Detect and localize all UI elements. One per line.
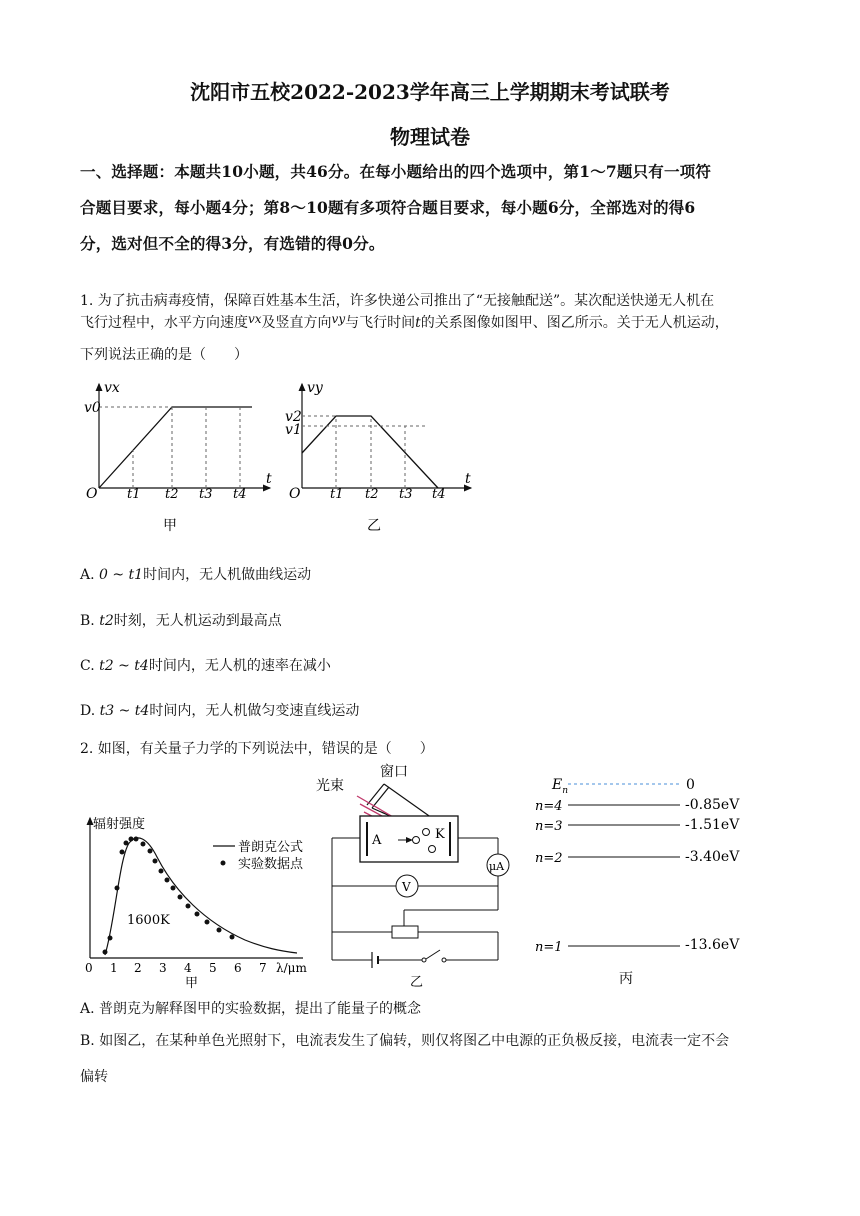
- jia-ylabel: 辐射强度: [93, 817, 146, 832]
- svg-text:n=3: n=3: [535, 819, 563, 834]
- q2-figure-bing: [535, 772, 750, 992]
- yi-tick-t4: t4: [432, 487, 446, 502]
- jia-tick-t4: t4: [233, 487, 247, 502]
- q1-option-b[interactable]: B. t2时刻，无人机运动到最高点: [80, 613, 282, 629]
- svg-text:7: 7: [259, 961, 267, 975]
- svg-text:3: 3: [159, 961, 167, 975]
- yi-anode-label: A: [372, 833, 382, 848]
- yi-light-label: 光束: [316, 778, 344, 794]
- svg-text:-1.51eV: -1.51eV: [685, 817, 740, 833]
- yi-v1-label: v1: [285, 422, 302, 438]
- yi-microammeter: μA: [489, 860, 505, 873]
- jia-tick-t3: t3: [199, 487, 213, 502]
- svg-text:6: 6: [234, 961, 242, 975]
- q2-option-b-line-2[interactable]: 偏转: [80, 1069, 108, 1085]
- yi-v2-label: v2: [285, 409, 302, 425]
- yi-cathode-label: K: [435, 827, 445, 842]
- q1-option-d[interactable]: D. t3 ~ t4时间内，无人机做匀变速直线运动: [80, 703, 360, 719]
- yi-tick-t3: t3: [399, 487, 413, 502]
- q1-vy-symbol: vy: [331, 312, 346, 326]
- q1-graph-yi: [283, 378, 483, 538]
- svg-text:-3.40eV: -3.40eV: [685, 849, 740, 865]
- section-instruction-line-2: 合题目要求，每小题4分；第8～10题有多项符合题目要求，每小题6分，全部选对的得6: [80, 198, 696, 217]
- jia-origin-label: O: [86, 486, 98, 502]
- svg-text:0: 0: [85, 961, 93, 975]
- jia-tick-t2: t2: [165, 487, 179, 502]
- yi-xaxis-label: t: [465, 471, 471, 487]
- svg-text:n=1: n=1: [535, 940, 563, 955]
- svg-text:4: 4: [184, 961, 192, 975]
- section-instruction-line-1: 一、选择题：本题共10小题，共46分。在每小题给出的四个选项中，第1～7题只有一项符: [80, 162, 712, 181]
- jia-legend-line: 普朗克公式: [238, 840, 304, 855]
- bing-fig-caption: 丙: [619, 971, 633, 987]
- q1-vx-symbol: vx: [248, 312, 262, 326]
- jia-xaxis-label: t: [266, 471, 272, 487]
- page-subtitle: 物理试卷: [390, 125, 470, 149]
- q1-stem-line-1: 1. 为了抗击病毒疫情，保障百姓基本生活，许多快递公司推出了“无接触配送”。某次配送快递无人机在: [80, 293, 715, 309]
- yi-fig-caption: 乙: [410, 975, 424, 990]
- yi-window-label: 窗口: [380, 764, 408, 780]
- q2-option-a[interactable]: A. 普朗克为解释图甲的实验数据，提出了能量子的概念: [80, 1001, 422, 1017]
- jia-tick-t1: t1: [127, 487, 141, 502]
- q2-option-b-line-1[interactable]: B. 如图乙，在某种单色光照射下，电流表发生了偏转，则仅将图乙中电源的正负极反接，电流表一定不会: [80, 1033, 730, 1049]
- svg-text:n=4: n=4: [535, 799, 563, 814]
- yi-voltmeter: V: [402, 880, 411, 894]
- jia-temp-label: 1600K: [127, 913, 170, 928]
- q1-stem-line-2: 飞行过程中，水平方向速度vx及竖直方向vy与飞行时间t的关系图像如图甲、图乙所示。关于无人机运动，: [80, 312, 729, 331]
- svg-text:5: 5: [209, 961, 217, 975]
- yi-origin-label: O: [289, 486, 301, 502]
- bing-zero-label: 0: [686, 777, 695, 793]
- yi-tick-t2: t2: [365, 487, 379, 502]
- svg-text:n=2: n=2: [535, 851, 563, 866]
- yi-yaxis-label: vy: [307, 380, 323, 396]
- svg-text:-0.85eV: -0.85eV: [685, 797, 740, 813]
- q2-stem: 2. 如图，有关量子力学的下列说法中，错误的是（ ）: [80, 741, 434, 757]
- jia-fig-caption: 甲: [185, 976, 199, 990]
- jia-yaxis-label: vx: [104, 380, 120, 396]
- q1-stem-line-3: 下列说法正确的是（ ）: [80, 347, 248, 363]
- jia-xunit: λ/μm: [276, 961, 307, 975]
- bing-en-label: $E_n$: [552, 777, 569, 796]
- jia-legend-dot: 实验数据点: [238, 857, 304, 872]
- q2-figure-jia: [75, 812, 310, 990]
- yi-caption: 乙: [367, 518, 381, 534]
- q1-graph-jia: [80, 378, 280, 538]
- section-instruction-line-3: 分，选对但不全的得3分，有选错的得0分。: [80, 234, 385, 253]
- jia-v0-label: v0: [84, 400, 101, 416]
- svg-text:1: 1: [110, 961, 118, 975]
- yi-tick-t1: t1: [330, 487, 344, 502]
- page-title: 沈阳市五校2022-2023学年高三上学期期末考试联考: [190, 80, 670, 104]
- q1-option-a[interactable]: A. 0 ~ t1时间内，无人机做曲线运动: [80, 567, 312, 583]
- svg-text:-13.6eV: -13.6eV: [685, 937, 740, 953]
- jia-caption: 甲: [163, 518, 177, 534]
- q2-figure-yi: [312, 760, 522, 992]
- svg-text:2: 2: [134, 961, 142, 975]
- q1-option-c[interactable]: C. t2 ~ t4时间内，无人机的速率在减小: [80, 658, 331, 674]
